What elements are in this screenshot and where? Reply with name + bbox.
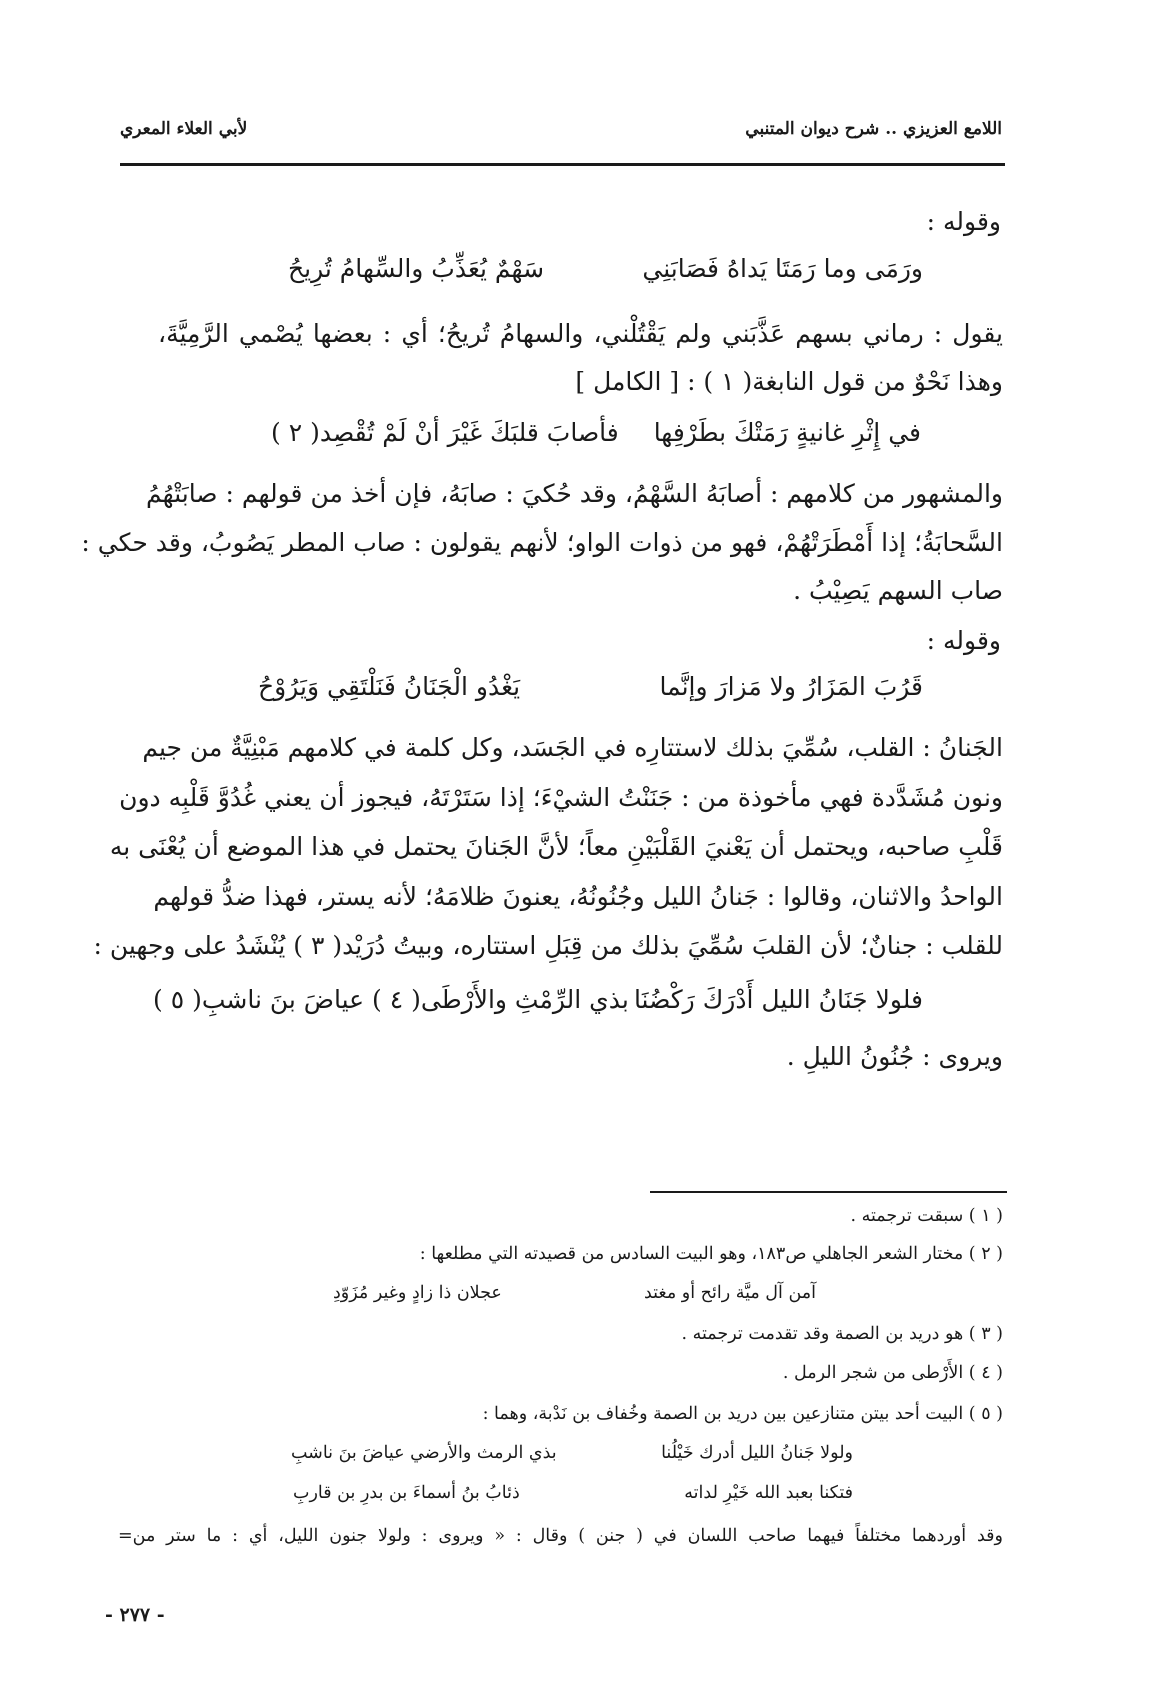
header-divider [120,163,1005,166]
footnote: ( ١ ) سبقت ترجمته . [850,1206,1003,1226]
verse-second-hemistich: يَغْدُو الْجَنَانُ فَنَلْتَقِي وَيَرُوْحُ [258,672,521,701]
footnote-divider [650,1191,1007,1193]
footnote: ( ٥ ) البيت أحد بيتن متنازعين بين دريد بن الصمة وخُفاف بن نَدْبة، وهما : [482,1404,1003,1424]
verse-second-hemistich: سَهْمٌ يُعَذِّبُ والسِّهامُ تُرِيحُ [288,254,545,283]
author-name: لأبي العلاء المعري [120,119,248,139]
verse-intro: وقوله : [926,626,1001,655]
verse-first-hemistich: ولولا جَنانُ الليل أدرك خَيْلُنا [661,1443,853,1463]
verse-second-hemistich: عجلان ذا زادٍ وغير مُزَوّدِ [333,1283,502,1303]
verse-second-hemistich: بذي الرمث والأرضي عياضَ بنَ ناشبِ [291,1443,557,1463]
verse-first-hemistich: آمن آل ميَّة رائح أو مغتد [643,1283,816,1303]
body-paragraph-line: الواحدُ والاثنان، وقالوا : جَنانُ الليل وجُنُونُهُ، يعنونَ ظلامَهُ؛ لأنه يستر، فهذا ضدُّ قولهم [153,882,1003,911]
running-header [120,115,1002,151]
body-paragraph-line: ونون مُشَدَّدة فهي مأخوذة من : جَنَنْتُ الشيْءَ؛ إذا سَتَرْتَهُ، فيجوز أن يعني غُدُوَّ قَلْبِه دون [119,783,1003,812]
book-title: اللامع العزيزي .. شرح ديوان المتنبي [745,119,1002,139]
body-paragraph-line: للقلب : جنانٌ؛ لأن القلبَ سُمِّيَ بذلك من قِبَلِ استتاره، وبيتُ دُرَيْد( ٣ ) يُنْشَدُ على وجهين : [93,931,1003,960]
verse-first-hemistich: فتكنا بعبد الله خَيْرِ لداته [684,1483,853,1503]
body-paragraph-line: والمشهور من كلامهم : أصابَهُ السَّهْمُ، وقد حُكيَ : صابَهُ، فإن أخذ من قولهم : صابَتْهُمُ [146,479,1003,508]
footnote: وقد أوردهما مختلفاً فيهما صاحب اللسان في ( جنن ) وقال : « ويروى : ولولا جنون الليل، أي : ما ستر من= [118,1526,1003,1546]
footnote: ( ٢ ) مختار الشعر الجاهلي ص١٨٣، وهو البيت السادس من قصيدته التي مطلعها : [419,1244,1003,1264]
verse-second-hemistich: فأصابَ قلبَكَ غَيْرَ أنْ لَمْ تُقْصِد( ٢ ) [271,418,619,447]
page-number: - ٢٧٧ - [105,1604,165,1626]
body-paragraph-line: الجَنانُ : القلب، سُمِّيَ بذلك لاستتارِه في الجَسَد، وكل كلمة في كلامهم مَبْنِيَّةٌ من جيم [142,733,1003,762]
body-paragraph-line: صاب السهم يَصِيْبُ . [793,576,1003,605]
verse-first-hemistich: ورَمَى وما رَمَتَا يَداهُ فَصَابَنِي [642,254,923,283]
footnote: ( ٤ ) الأَرْطى من شجر الرمل . [782,1363,1003,1383]
verse-first-hemistich: فلولا جَنَانُ الليل أَدْرَكَ رَكْضُنَا [633,985,923,1014]
verse-second-hemistich: بذي الرِّمْثِ والأَرْطَى( ٤ ) عياضَ بنَ ناشبِ( ٥ ) [153,985,629,1014]
verse-first-hemistich: في إِثْرِ غانيةٍ رَمَتْكَ بطَرْفِها [653,418,921,447]
body-paragraph-line: يقول : رماني بسهم عَذَّبَني ولم يَقْتُلْني، والسهامُ تُريحُ؛ أي : بعضها يُصْمي الرَّمِيَّةَ، [158,319,1003,348]
verse-intro: وقوله : [926,207,1001,236]
verse-first-hemistich: قَرُبَ المَزَارُ ولا مَزارَ وإنَّما [659,672,923,701]
footnote: ( ٣ ) هو دريد بن الصمة وقد تقدمت ترجمته . [681,1324,1003,1344]
body-paragraph-line: السَّحابَةُ؛ إذا أَمْطَرَتْهُمْ، فهو من ذوات الواو؛ لأنهم يقولون : صاب المطر يَصُوبُ، وقد حكي : [81,528,1003,557]
body-paragraph-line: وهذا نَحْوٌ من قول النابغة( ١ ) : [ الكامل ] [575,367,1003,396]
body-paragraph-line: ويروى : جُنُونُ الليلِ . [786,1042,1003,1071]
verse-second-hemistich: ذئابُ بنُ أسماءَ بن بدرِ بن قاربِ [293,1483,520,1503]
body-paragraph-line: قَلْبِ صاحبه، ويحتمل أن يَعْنيَ القَلْبَيْنِ معاً؛ لأنَّ الجَنانَ يحتمل في هذا الموضع أن يُعْنَى به [109,832,1003,861]
